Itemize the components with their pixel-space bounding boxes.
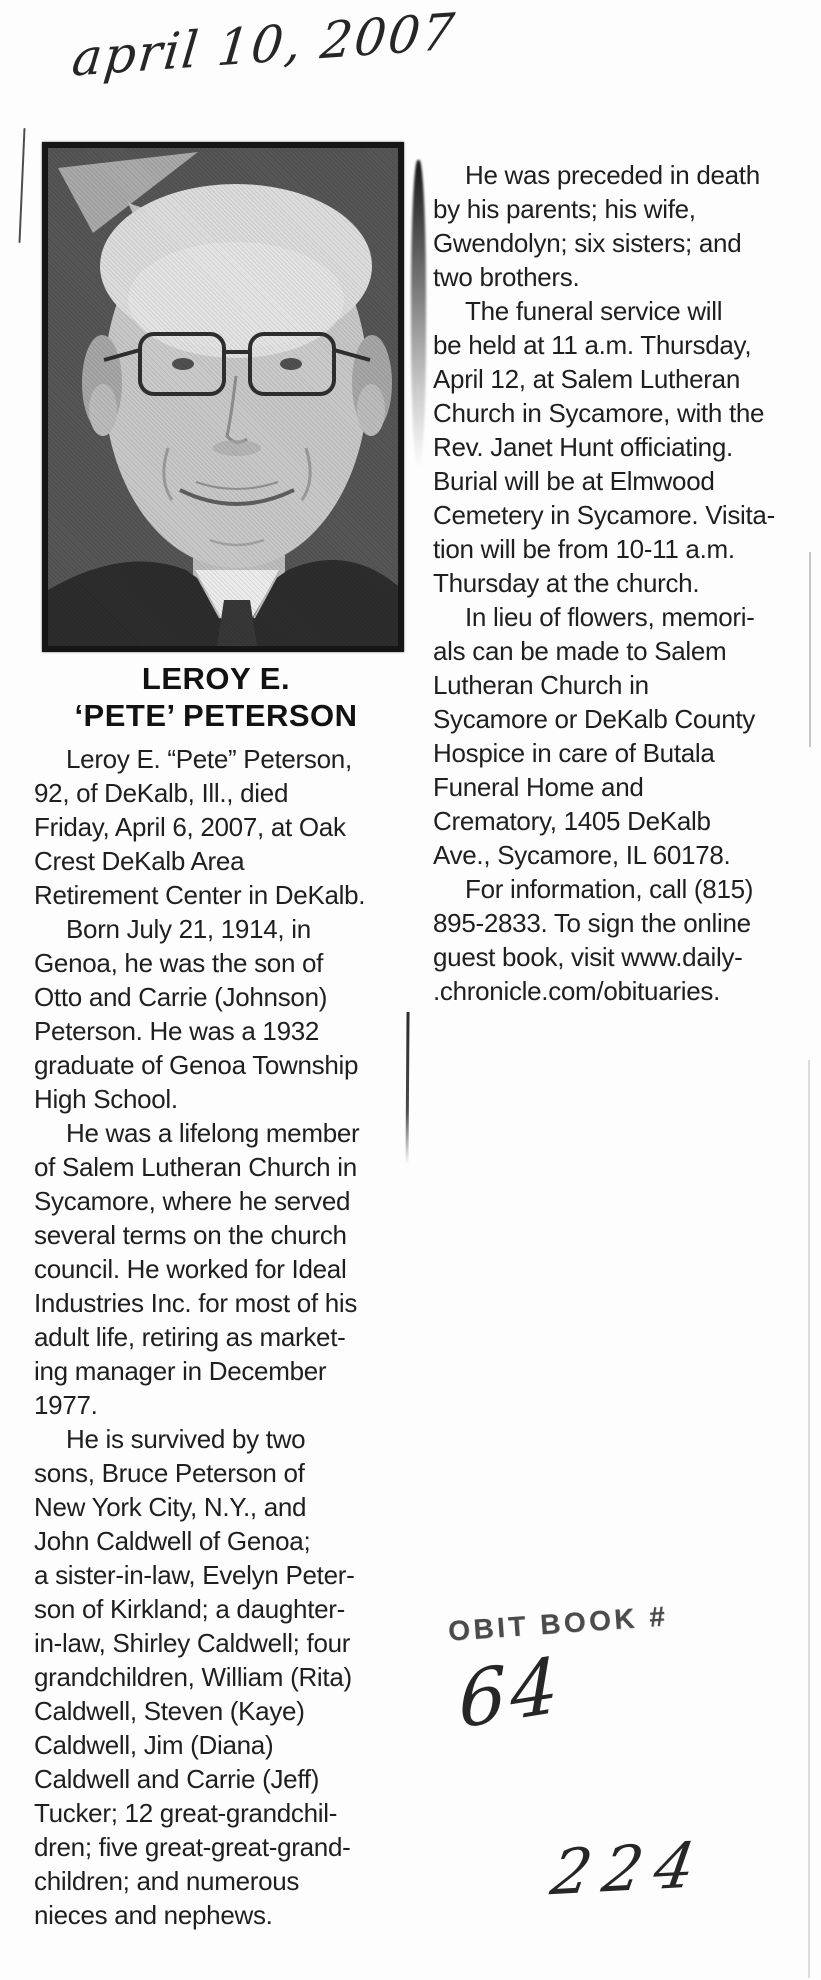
text-line: by his parents; his wife, [433,194,696,224]
text-line: John Caldwell of Genoa; [34,1526,311,1556]
text-line: Otto and Carrie (Johnson) [34,982,328,1012]
text-line: grandchildren, William (Rita) [34,1662,352,1692]
text-line: He was a lifelong member [66,1118,360,1148]
text-line: Caldwell and Carrie (Jeff) [34,1764,320,1794]
text-line: adult life, retiring as market- [34,1322,346,1352]
suit [48,560,398,646]
text-line: 895-2833. To sign the online [433,908,751,938]
text-line: Caldwell, Steven (Kaye) [34,1696,305,1726]
text-line: Burial will be at Elmwood [433,466,715,496]
text-line: In lieu of flowers, memori- [465,602,755,632]
text-line: children; and numerous [34,1866,300,1896]
text-line: Thursday at the church. [433,568,700,598]
text-line: The funeral service will [465,296,723,326]
text-line: Rev. Janet Hunt officiating. [433,432,733,462]
handwritten-date: april 10, 2007 [69,2,459,88]
text-line: Leroy E. “Pete” Peterson, [66,744,352,774]
text-line: Funeral Home and [433,772,644,802]
text-line: Church in Sycamore, with the [433,398,765,428]
text-line: several terms on the church [34,1220,347,1250]
text-line: Friday, April 6, 2007, at Oak [34,812,346,842]
obituary-headline [20,660,412,734]
text-line: two brothers. [433,262,580,292]
text-line: of Salem Lutheran Church in [34,1152,357,1182]
text-line: For information, call (815) [465,874,754,904]
text-line: tion will be from 10-11 a.m. [433,534,735,564]
text-line: 92, of DeKalb, Ill., died [34,778,289,808]
obituary-left-column [34,742,414,1932]
portrait-illustration [48,148,398,646]
text-line: Genoa, he was the son of [34,948,324,978]
text-line: council. He worked for Ideal [34,1254,347,1284]
text-line: graduate of Genoa Township [34,1050,359,1080]
text-line: nieces and nephews. [34,1900,273,1930]
text-line: Cemetery in Sycamore. Visita- [433,500,775,530]
text-line: in-law, Shirley Caldwell; four [34,1628,351,1658]
text-line: Peterson. He was a 1932 [34,1016,320,1046]
portrait-photo [42,142,404,652]
text-line: .chronicle.com/obituaries. [433,976,720,1006]
text-line: Born July 21, 1914, in [66,914,311,944]
text-line: dren; five great-great-grand- [34,1832,351,1862]
text-line: Gwendolyn; six sisters; and [433,228,742,258]
text-line: son of Kirkland; a daughter- [34,1594,346,1624]
text-line: Hospice in care of Butala [433,738,715,768]
text-line: Lutheran Church in [433,670,649,700]
text-line: New York City, N.Y., and [34,1492,307,1522]
text-line: guest book, visit www.daily- [433,942,743,972]
scan-shadow-column-gap [411,160,426,468]
text-line: sons, Bruce Peterson of [34,1458,305,1488]
text-line: Sycamore, where he served [34,1186,351,1216]
text-line: Caldwell, Jim (Diana) [34,1730,274,1760]
text-line: als can be made to Salem [433,636,727,666]
text-line: He was preceded in death [465,160,760,190]
text-line: Tucker; 12 great-grandchil- [34,1798,338,1828]
handwritten-obit-book-number: 64 [457,1639,563,1746]
headline-line1: LEROY E. [141,661,291,696]
text-line: Crematory, 1405 DeKalb [433,806,711,836]
text-line: 1977. [34,1390,98,1420]
text-line: April 12, at Salem Lutheran [433,364,740,394]
text-line: Retirement Center in DeKalb. [34,880,366,910]
text-line: Sycamore or DeKalb County [433,704,755,734]
text-line: be held at 11 a.m. Thursday, [433,330,752,360]
text-line: High School. [34,1084,178,1114]
text-line: Ave., Sycamore, IL 60178. [433,840,731,870]
text-line: He is survived by two [66,1424,306,1454]
scan-mark-left-edge [18,128,25,243]
page-edge-line-lower [808,1060,810,1978]
handwritten-page-number: 224 [546,1827,713,1910]
obituary-right-column [433,158,819,1008]
text-line: ing manager in December [34,1356,327,1386]
text-line: a sister-in-law, Evelyn Peter- [34,1560,355,1590]
text-line: Industries Inc. for most of his [34,1288,358,1318]
text-line: Crest DeKalb Area [34,846,245,876]
headline-line2: ‘PETE’ PETERSON [74,698,358,733]
obit-book-stamp: OBIT BOOK # [447,1600,670,1647]
